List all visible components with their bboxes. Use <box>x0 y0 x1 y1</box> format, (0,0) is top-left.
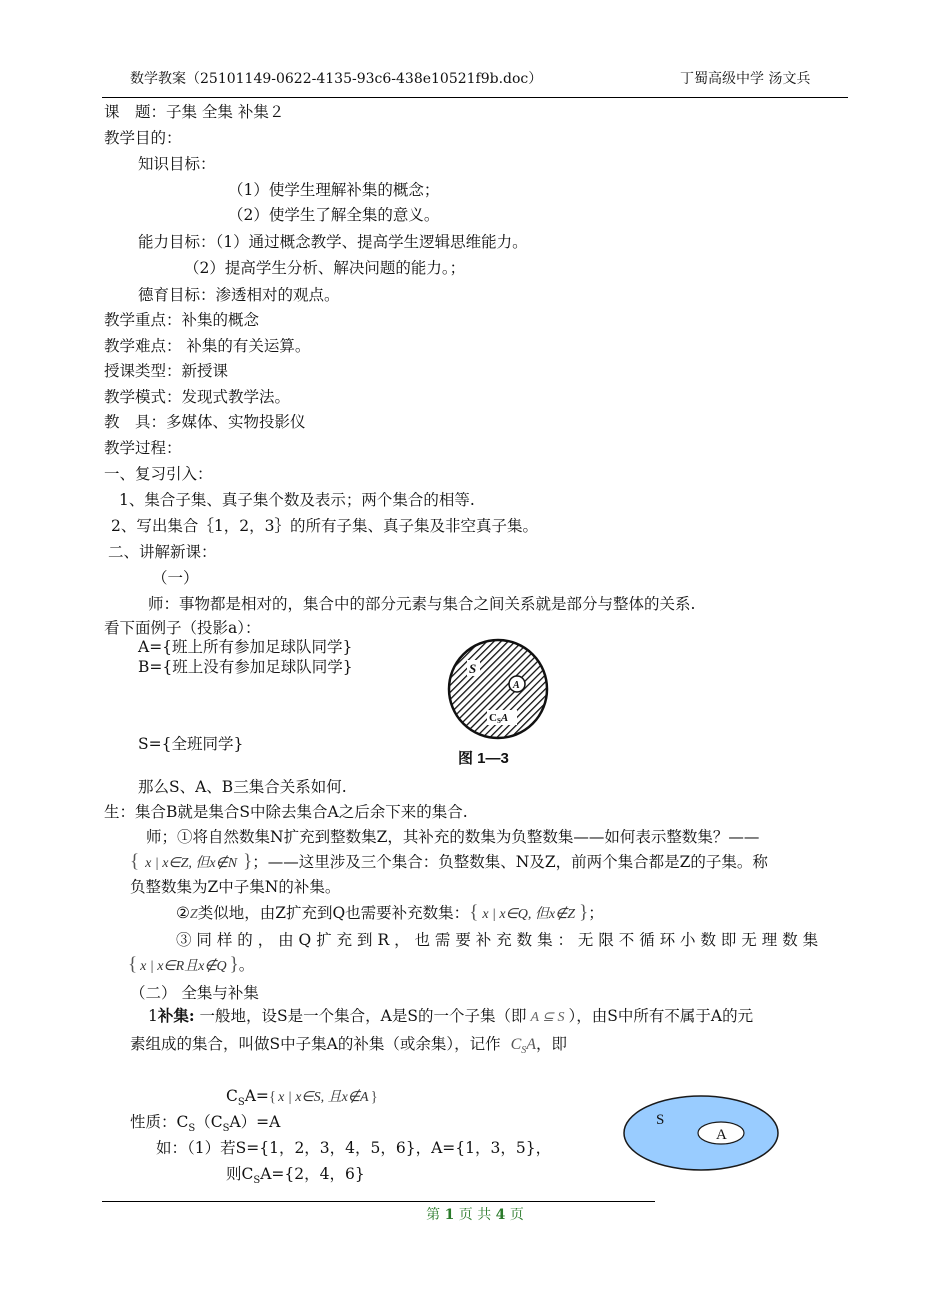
review-item-2: 2、写出集合｛1，2，3｝的所有子集、真子集及非空真子集。 <box>111 517 538 535</box>
example-1: 如：（1）若S={1，2，3，4，5，6}，A={1，3，5}， <box>156 1139 552 1157</box>
left-brace: { <box>469 902 479 923</box>
right-brace: } <box>243 851 253 872</box>
teacher-point-3: ③ 同 样 的 ， 由 Q 扩 充 到 R ， 也 需 要 补 充 数 集 ： 无 限 不 循 环 小 数 即 无 理 数 集 <box>176 931 819 949</box>
right-brace: } <box>229 954 239 975</box>
teacher-point-1: 师；①将自然数集N扩充到整数集Z，其补充的数集为负整数集——如何表示整数集？—— <box>146 828 760 846</box>
footer-rule <box>102 1201 655 1202</box>
knowledge-goal-heading: 知识目标： <box>138 155 216 173</box>
subsection-one: （一） <box>152 569 199 587</box>
teacher-point-2 <box>176 903 604 925</box>
set-b-definition: B={班上没有参加足球队同学} <box>138 658 353 676</box>
teacher-point-1-continued <box>130 852 768 874</box>
teaching-mode: 教学模式：发现式教学法。 <box>104 388 291 406</box>
definition-term: 补集: <box>157 1006 195 1025</box>
right-brace: } <box>370 1089 378 1105</box>
figure2-label-a: A <box>716 1127 727 1143</box>
total-pages: 4 <box>495 1207 506 1223</box>
irrational-set-end: 。 <box>238 956 255 974</box>
teacher-intro: 师：事物都是相对的，集合中的部分元素与集合之间关系就是部分与整体的关系. <box>148 595 696 613</box>
complement-formula: $C_SA=${ x | x∈S, 且x∉A } <box>226 1087 378 1109</box>
figure1-label-a: A <box>513 680 520 691</box>
teacher-point-2-text: 类似地，由Z扩充到Q也需要补充数集： <box>197 904 470 922</box>
header-rule <box>102 97 848 98</box>
complement-definition <box>148 1006 753 1028</box>
italic-z: Z <box>189 907 198 922</box>
venn-figure-blue <box>622 1093 782 1173</box>
teaching-tools: 教 具：多媒体、实物投影仪 <box>104 413 306 431</box>
figure2-label-s: S <box>656 1112 665 1128</box>
ability-goal-1: 能力目标：（1）通过概念教学、提高学生逻辑思维能力。 <box>138 233 528 251</box>
set-builder-r-minus-q: x | x∈R且x∉Q <box>140 959 227 974</box>
complement-set-builder: x | x∈S, 且x∉A <box>278 1090 369 1105</box>
circled-2: ② <box>176 904 190 922</box>
student-answer: 生：集合B就是集合S中除去集合A之后余下来的集合. <box>104 803 468 821</box>
definition-text-b: ），由S中所有不属于A的元 <box>568 1007 754 1025</box>
figure1-label-csa: CSA <box>489 712 509 725</box>
figure1-caption: 图 1—3 <box>458 750 509 767</box>
example-intro: 看下面例子（投影a）： <box>104 619 261 637</box>
property-line: 性质：$C_S(C_SA)=A$ <box>130 1113 281 1135</box>
venn-figure-hatched <box>445 640 555 740</box>
set-builder-q-minus-z: x | x∈Q, 但x∉Z <box>482 907 576 922</box>
page-footer: 第 1 页 共 4 页 <box>426 1207 524 1223</box>
review-item-1: 1、集合子集、真子集个数及表示；两个集合的相等. <box>119 491 475 509</box>
example-1-result: 则$C_SA=\{2$，4，6} <box>226 1165 365 1187</box>
key-point: 教学重点：补集的概念 <box>104 311 260 329</box>
complement-definition-continued <box>130 1034 567 1061</box>
subset-relation: A ⊆ S <box>530 1010 565 1025</box>
knowledge-goal-1: （1）使学生理解补集的概念； <box>228 181 440 199</box>
header-left: 数学教案（25101149-0622-4135-93c6-438e10521f9b.doc） <box>130 71 543 87</box>
teaching-process-heading: 教学过程： <box>104 439 182 457</box>
complement-notation: $C_SA$ <box>510 1036 537 1057</box>
header-right: 丁蜀高级中学 汤文兵 <box>680 71 811 87</box>
right-brace: } <box>579 902 589 923</box>
current-page: 1 <box>444 1207 455 1223</box>
difficult-point: 教学难点： 补集的有关运算。 <box>104 337 311 355</box>
set-s-definition: S={全班同学} <box>138 735 244 753</box>
lesson-title: 课 题：子集 全集 补集２ <box>104 103 285 121</box>
relation-question: 那么S、A、B三集合关系如何. <box>138 778 347 796</box>
definition-text-d: ，即 <box>536 1035 568 1053</box>
set-a-definition: A={班上所有参加足球队同学} <box>138 638 353 656</box>
figure1-label-s: S <box>469 661 477 676</box>
knowledge-goal-2: （2）使学生了解全集的意义。 <box>228 206 440 224</box>
moral-goal: 德育目标：渗透相对的观点。 <box>138 286 340 304</box>
subsection-two-heading: （二） 全集与补集 <box>130 984 259 1002</box>
teacher-point-1-tail: ；——这里涉及三个集合：负整数集、N及Z，前两个集合都是Z的子集。称 <box>252 853 768 871</box>
left-brace: { <box>268 1089 277 1105</box>
section-two-heading: 二、讲解新课： <box>108 543 217 561</box>
definition-number: 1 <box>148 1007 158 1025</box>
definition-text-a: 一般地，设S是一个集合，A是S的一个子集（即 <box>194 1007 527 1025</box>
left-brace: { <box>128 954 138 975</box>
section-one-heading: 一、复习引入： <box>104 465 213 483</box>
left-brace: { <box>130 851 140 872</box>
irrational-set-line <box>128 955 254 977</box>
negative-integers-complement: 负整数集为Z中子集N的补集。 <box>130 878 341 896</box>
ability-goal-2: （2）提高学生分析、解决问题的能力。； <box>184 259 466 277</box>
set-builder-z-minus-n: x | x∈Z, 但x∉N <box>145 856 238 871</box>
definition-text-c: 素组成的集合，叫做S中子集A的补集（或余集），记作 <box>130 1035 501 1053</box>
lesson-type: 授课类型：新授课 <box>104 362 229 380</box>
teacher-point-2-end: ； <box>588 904 604 922</box>
teaching-objectives-heading: 教学目的： <box>104 129 182 147</box>
